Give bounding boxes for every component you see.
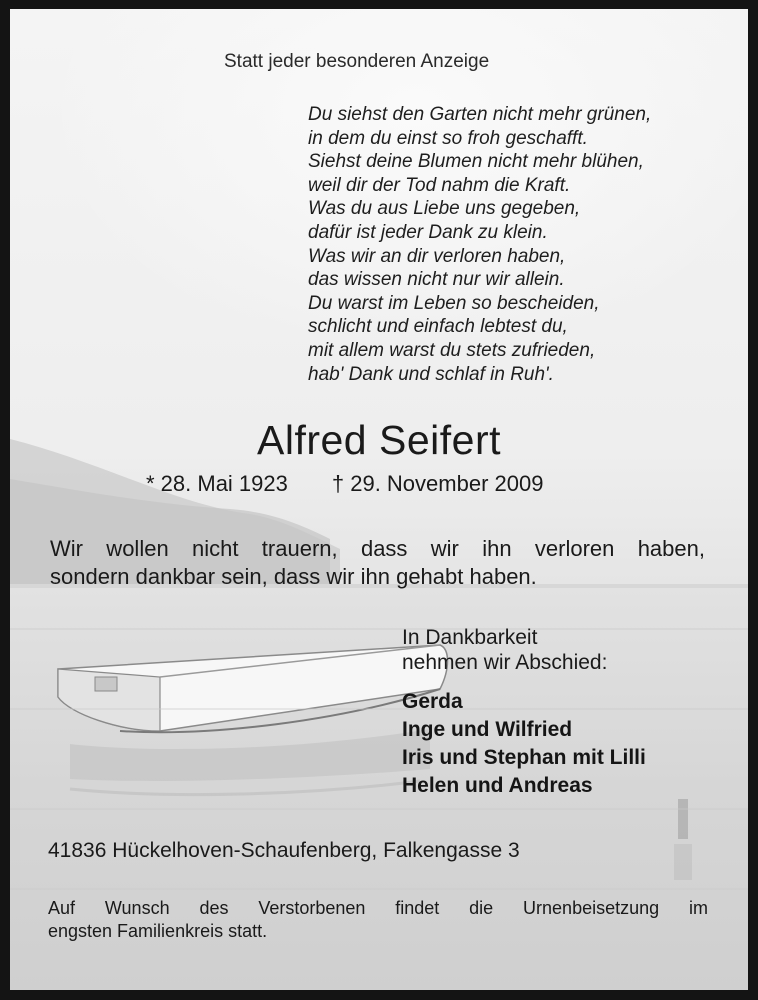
motto-line: sondern dankbar sein, dass wir ihn gehabt haben. [50, 564, 537, 589]
poem-line: schlicht und einfach lebtest du, [308, 316, 568, 338]
poem-line: mit allem warst du stets zufrieden, [308, 339, 596, 361]
thanks-line: In Dankbarkeit [402, 626, 538, 649]
header-line: Statt jeder besonderen Anzeige [224, 51, 490, 72]
poem-line: Du siehst den Garten nicht mehr grünen, [308, 104, 652, 125]
poem [308, 103, 651, 386]
poem-line: in dem du einst so froh geschafft. [308, 127, 588, 149]
notice-line: engsten Familienkreis statt. [48, 921, 268, 941]
poem-line: hab' Dank und schlaf in Ruh'. [308, 363, 554, 385]
poem-line: Du warst im Leben so bescheiden, [308, 292, 600, 314]
death-date: † 29. November 2009 [331, 471, 544, 496]
mourner-name: Helen und Andreas [402, 774, 593, 797]
thanks-line: nehmen wir Abschied: [402, 651, 608, 674]
mourner-name: Inge und Wilfried [402, 718, 573, 741]
poem-line: Was wir an dir verloren haben, [308, 245, 566, 267]
notice-line: Auf Wunsch des Verstorbenen findet die Urnenbeisetzung im [48, 898, 708, 918]
motto-line: Wir wollen nicht trauern, dass wir ihn verloren haben, [50, 536, 705, 561]
mourner-name: Gerda [402, 690, 463, 713]
poem-line: Was du aus Liebe uns gegeben, [308, 198, 581, 220]
motto [50, 535, 705, 591]
thanks-text [402, 625, 607, 675]
mourner-name: Iris und Stephan mit Lilli [402, 746, 646, 769]
poem-line: Siehst deine Blumen nicht mehr blühen, [308, 151, 644, 173]
life-dates [146, 471, 543, 497]
poem-line: dafür ist jeder Dank zu klein. [308, 221, 548, 243]
family-address: 41836 Hückelhoven-Schaufenberg, Falkengasse 3 [48, 839, 520, 862]
mourners-list [402, 688, 646, 800]
burial-notice [48, 897, 708, 943]
poem-line: das wissen nicht nur wir allein. [308, 269, 565, 291]
poem-line: weil dir der Tod nahm die Kraft. [308, 174, 571, 196]
birth-date: * 28. Mai 1923 [146, 471, 288, 496]
deceased-name: Alfred Seifert [257, 417, 501, 463]
